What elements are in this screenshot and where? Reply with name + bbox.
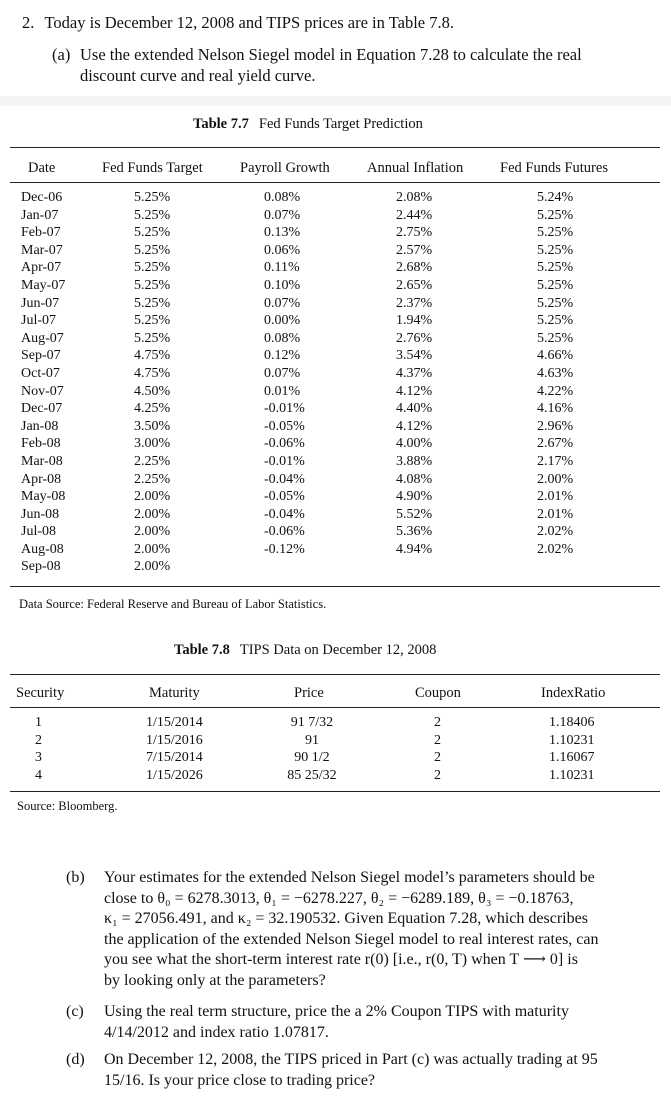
part-a-label: (a)	[52, 45, 71, 64]
t77-inflation-cell: 2.08%	[396, 190, 433, 205]
t77-futures-cell: 4.66%	[537, 348, 574, 364]
t77-header-annual-inflation: Annual Inflation	[367, 160, 464, 176]
table-7-7-title	[193, 116, 423, 133]
part-a-text	[80, 44, 640, 86]
t77-payroll-cell: 0.10%	[264, 277, 301, 293]
part-d-line: On December 12, 2008, the TIPS priced in Part (c) was actually trading at 95	[104, 1051, 598, 1068]
t78-header-coupon: Coupon	[415, 685, 461, 701]
t77-target-cell: 5.25%	[134, 330, 171, 346]
t77-payroll-cell: -0.01%	[264, 401, 305, 417]
t77-payroll-cell: 0.13%	[264, 225, 301, 241]
t78-security-cell: 3	[35, 750, 42, 766]
t78-maturity-cell: 1/15/2026	[146, 767, 203, 783]
table-7-7-header-rule	[10, 182, 660, 183]
t77-target-cell: 5.25%	[134, 260, 171, 276]
t77-inflation-cell: 5.36%	[396, 524, 433, 540]
t77-payroll-cell: 0.08%	[264, 330, 301, 346]
t77-target-cell: 5.25%	[134, 313, 171, 329]
t78-price-cell: 90 1/2	[294, 750, 330, 766]
t77-payroll-cell: 0.07%	[264, 365, 301, 381]
t77-payroll-cell: -0.01%	[264, 453, 305, 469]
part-b-line: the application of the extended Nelson Siegel model to real interest rates, can	[104, 930, 599, 948]
t77-target-cell: 2.00%	[134, 524, 171, 540]
t77-payroll-cell: 0.07%	[264, 295, 301, 311]
t77-futures-cell: 5.25%	[537, 225, 574, 241]
t77-payroll-cell: -0.04%	[264, 506, 305, 522]
t77-futures-cell: 5.25%	[537, 260, 574, 276]
t78-maturity-cell: 1/15/2016	[146, 732, 203, 748]
t78-index-ratio-cell: 1.18406	[549, 715, 595, 730]
t77-target-cell: 2.00%	[134, 489, 171, 505]
t77-target-cell: 4.75%	[134, 348, 171, 364]
t78-maturity-column	[146, 714, 203, 784]
t77-futures-cell: 4.22%	[537, 383, 574, 399]
table-7-8-source: Source: Bloomberg.	[17, 799, 118, 813]
t77-target-cell: 4.50%	[134, 383, 171, 399]
t77-futures-column	[537, 189, 573, 558]
t77-date-cell: Nov-07	[21, 383, 64, 399]
t77-futures-cell: 2.01%	[537, 506, 574, 522]
t78-maturity-cell: 7/15/2014	[146, 750, 203, 766]
t77-inflation-cell: 5.52%	[396, 506, 433, 522]
t77-date-cell: Feb-08	[21, 436, 61, 452]
t78-header-index-ratio: IndexRatio	[541, 685, 606, 701]
t77-date-cell: Dec-07	[21, 401, 63, 417]
t77-payroll-cell: -0.06%	[264, 524, 305, 540]
t78-coupon-column	[434, 714, 441, 784]
t77-futures-cell: 2.00%	[537, 471, 574, 487]
t77-payroll-cell: 0.11%	[264, 260, 300, 276]
question-number: 2.	[22, 13, 35, 32]
t77-payroll-cell: -0.05%	[264, 489, 305, 505]
t77-date-cell: Apr-08	[21, 471, 62, 487]
t77-futures-cell: 2.67%	[537, 436, 574, 452]
t77-futures-cell: 5.25%	[537, 277, 574, 293]
t78-index-ratio-cell: 1.10231	[549, 732, 595, 748]
question-intro-text: Today is December 12, 2008 and TIPS prices are in Table 7.8.	[44, 13, 454, 32]
t78-index-ratio-cell: 1.16067	[549, 750, 595, 766]
part-b-label: (b)	[66, 869, 85, 886]
t77-target-cell: 5.25%	[134, 277, 171, 293]
t77-date-cell: May-08	[21, 489, 66, 505]
t77-date-cell: Jan-07	[21, 207, 59, 223]
t77-inflation-cell: 4.40%	[396, 401, 433, 417]
t77-payroll-cell: -0.12%	[264, 541, 305, 557]
t77-payroll-cell: 0.07%	[264, 207, 301, 223]
t77-inflation-cell: 2.76%	[396, 330, 433, 346]
t77-header-fed-funds-target: Fed Funds Target	[102, 160, 203, 176]
table-7-8-label: Table 7.8	[174, 642, 230, 658]
t77-date-cell: Dec-06	[21, 190, 63, 205]
t77-date-cell: Jun-08	[21, 506, 60, 522]
part-b-line: by looking only at the parameters?	[104, 971, 326, 989]
t77-payroll-cell: 0.12%	[264, 348, 301, 364]
t77-target-cell: 4.25%	[134, 401, 171, 417]
t78-price-cell: 85 25/32	[287, 767, 337, 783]
t77-date-cell: Aug-07	[21, 330, 64, 346]
table-7-7-label: Table 7.7	[193, 116, 249, 132]
t78-maturity-cell: 1/15/2014	[146, 715, 203, 730]
t78-coupon-cell: 2	[434, 715, 441, 730]
t77-date-cell: Jun-07	[21, 295, 60, 311]
t78-security-column	[35, 714, 42, 784]
t77-date-cell: Feb-07	[21, 225, 61, 241]
t77-inflation-cell: 3.54%	[396, 348, 433, 364]
t77-date-cell: Jul-08	[21, 524, 56, 540]
t77-date-cell: Oct-07	[21, 365, 60, 381]
page-divider	[0, 96, 671, 106]
t77-payroll-cell: -0.06%	[264, 436, 305, 452]
t77-header-payroll-growth: Payroll Growth	[240, 160, 330, 176]
t77-target-cell: 5.25%	[134, 207, 171, 223]
t77-futures-cell: 2.02%	[537, 541, 574, 557]
t77-header-date: Date	[28, 160, 56, 176]
table-7-8-title	[174, 642, 436, 659]
t78-security-cell: 2	[35, 732, 42, 748]
t77-inflation-cell: 2.37%	[396, 295, 433, 311]
t77-target-column	[134, 189, 170, 576]
t77-date-cell: Jul-07	[21, 313, 56, 329]
part-c-text	[104, 1002, 671, 1043]
part-c-line: Using the real term structure, price the a 2% Coupon TIPS with maturity	[104, 1003, 569, 1020]
t78-header-security: Security	[16, 685, 65, 701]
t77-date-cell: Mar-08	[21, 453, 63, 469]
t77-target-cell: 2.25%	[134, 453, 171, 469]
t77-futures-cell: 5.25%	[537, 295, 574, 311]
t77-futures-cell: 5.25%	[537, 207, 574, 223]
t77-inflation-cell: 4.12%	[396, 418, 433, 434]
part-a-line: Use the extended Nelson Siegel model in Equation 7.28 to calculate the real	[80, 45, 582, 64]
t78-header-maturity: Maturity	[149, 685, 200, 701]
part-d-text	[104, 1050, 671, 1091]
t77-inflation-column	[396, 189, 432, 558]
table-7-7-top-rule	[10, 147, 660, 148]
t78-coupon-cell: 2	[434, 732, 441, 748]
table-7-8-bottom-rule	[10, 791, 660, 792]
question-intro	[22, 12, 454, 33]
t77-target-cell: 3.50%	[134, 418, 171, 434]
table-7-8-top-rule	[10, 674, 660, 675]
part-b-line: close to θ₀ = 6278.3013, θ₁ = −6278.227, θ₂ = −6289.189, θ₃ = −0.18763,	[104, 889, 574, 907]
t77-inflation-cell: 2.65%	[396, 277, 433, 293]
t77-futures-cell: 5.25%	[537, 313, 574, 329]
t77-date-column	[21, 189, 65, 576]
t77-target-cell: 4.75%	[134, 365, 171, 381]
t77-inflation-cell: 1.94%	[396, 313, 433, 329]
t77-futures-cell: 4.63%	[537, 365, 574, 381]
part-c-label: (c)	[66, 1003, 84, 1020]
t77-inflation-cell: 4.94%	[396, 541, 433, 557]
t77-target-cell: 3.00%	[134, 436, 171, 452]
t77-header-fed-funds-futures: Fed Funds Futures	[500, 160, 608, 176]
t77-futures-cell: 2.01%	[537, 489, 574, 505]
t77-date-cell: Sep-08	[21, 559, 61, 575]
t77-inflation-cell: 4.00%	[396, 436, 433, 452]
t77-inflation-cell: 3.88%	[396, 453, 433, 469]
t77-payroll-cell: 0.08%	[264, 190, 301, 205]
t77-inflation-cell: 2.75%	[396, 225, 433, 241]
t78-index-ratio-cell: 1.10231	[549, 767, 595, 783]
t77-date-cell: Mar-07	[21, 242, 63, 258]
t78-price-cell: 91	[305, 732, 319, 748]
t77-payroll-cell: -0.04%	[264, 471, 305, 487]
t77-inflation-cell: 4.08%	[396, 471, 433, 487]
t78-security-cell: 1	[35, 715, 42, 730]
t77-futures-cell: 2.17%	[537, 453, 574, 469]
t77-payroll-cell: 0.06%	[264, 242, 301, 258]
t77-futures-cell: 2.02%	[537, 524, 574, 540]
t77-target-cell: 2.00%	[134, 541, 171, 557]
t77-target-cell: 5.25%	[134, 190, 171, 205]
t77-target-cell: 2.25%	[134, 471, 171, 487]
t77-futures-cell: 4.16%	[537, 401, 574, 417]
t77-date-cell: Apr-07	[21, 260, 62, 276]
t77-target-cell: 2.00%	[134, 506, 171, 522]
table-7-8-header-rule	[10, 707, 660, 708]
t78-price-cell: 91 7/32	[290, 715, 334, 730]
t77-futures-cell: 5.25%	[537, 242, 574, 258]
part-d-label: (d)	[66, 1051, 85, 1068]
t77-payroll-cell: 0.01%	[264, 383, 301, 399]
t77-inflation-cell: 4.90%	[396, 489, 433, 505]
t78-coupon-cell: 2	[434, 750, 441, 766]
part-a-line: discount curve and real yield curve.	[80, 66, 316, 85]
t78-price-column	[282, 714, 342, 784]
t78-header-price: Price	[294, 685, 324, 701]
t77-date-cell: May-07	[21, 277, 66, 293]
t77-inflation-cell: 2.57%	[396, 242, 433, 258]
t77-inflation-cell: 4.12%	[396, 383, 433, 399]
table-7-8-caption: TIPS Data on December 12, 2008	[239, 642, 437, 658]
part-c-line: 4/14/2012 and index ratio 1.07817.	[104, 1023, 329, 1041]
t77-target-cell: 5.25%	[134, 242, 171, 258]
part-b-line: Your estimates for the extended Nelson Siegel model’s parameters should be	[104, 869, 595, 886]
part-b-line: you see what the short-term interest rate r(0) [i.e., r(0, T) when T ⟶ 0] is	[104, 951, 578, 968]
t77-futures-cell: 2.96%	[537, 418, 574, 434]
part-d-line: 15/16. Is your price close to trading price?	[104, 1071, 376, 1089]
t77-payroll-cell: 0.00%	[264, 313, 301, 329]
t78-security-cell: 4	[35, 767, 42, 783]
t77-inflation-cell: 4.37%	[396, 365, 433, 381]
t77-date-cell: Aug-08	[21, 541, 64, 557]
t77-payroll-cell: -0.05%	[264, 418, 305, 434]
t77-date-cell: Sep-07	[21, 348, 61, 364]
t78-index-ratio-column	[549, 714, 595, 784]
t77-target-cell: 5.25%	[134, 295, 171, 311]
table-7-7-bottom-rule	[10, 586, 660, 587]
table-7-7-caption: Fed Funds Target Prediction	[258, 116, 423, 132]
t77-target-cell: 2.00%	[134, 559, 171, 575]
t77-target-cell: 5.25%	[134, 225, 171, 241]
t77-inflation-cell: 2.68%	[396, 260, 433, 276]
t78-coupon-cell: 2	[434, 767, 441, 783]
part-b-text	[104, 868, 671, 991]
t77-inflation-cell: 2.44%	[396, 207, 433, 223]
t77-payroll-column	[264, 189, 305, 558]
part-b-line: κ₁ = 27056.491, and κ₂ = 32.190532. Given Equation 7.28, which describes	[104, 910, 588, 927]
t77-futures-cell: 5.24%	[537, 190, 574, 205]
t77-futures-cell: 5.25%	[537, 330, 574, 346]
table-7-7-source: Data Source: Federal Reserve and Bureau of Labor Statistics.	[19, 597, 327, 611]
t77-date-cell: Jan-08	[21, 418, 59, 434]
